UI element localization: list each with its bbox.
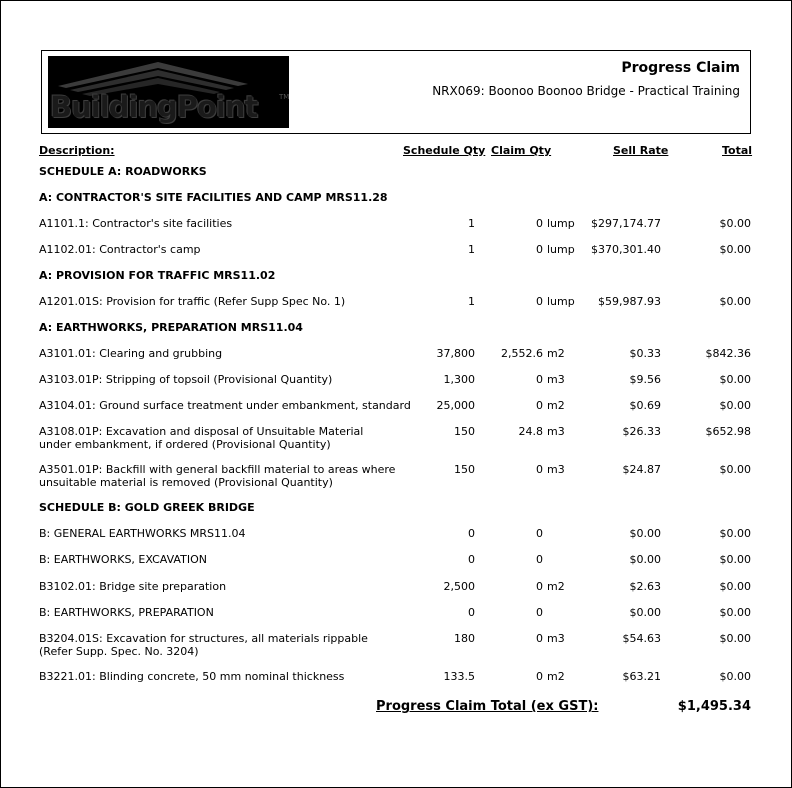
claim-qty: 24.8 [518, 425, 543, 438]
item-description: A3108.01P: Excavation and disposal of Unsuitable Material under embankment, if ordered (Provisional Quantity) [39, 425, 364, 451]
schedule-qty: 1 [468, 243, 475, 256]
sell-rate: $0.00 [629, 606, 661, 619]
schedule-qty: 1 [468, 217, 475, 230]
item-description: B: EARTHWORKS, EXCAVATION [39, 553, 207, 566]
sell-rate: $297,174.77 [591, 217, 661, 230]
sell-rate: $63.21 [622, 670, 661, 683]
line-total: $0.00 [719, 580, 751, 593]
unit: lump [547, 295, 575, 308]
item-description: A3104.01: Ground surface treatment under embankment, standard [39, 399, 411, 412]
line-total: $652.98 [705, 425, 751, 438]
line-total: $0.00 [719, 606, 751, 619]
line-total: $0.00 [719, 527, 751, 540]
section-heading: SCHEDULE A: ROADWORKS [39, 165, 207, 178]
sell-rate: $54.63 [622, 632, 661, 645]
column-header-total: Total [722, 144, 753, 157]
item-description: B: GENERAL EARTHWORKS MRS11.04 [39, 527, 246, 540]
claim-qty: 0 [536, 670, 543, 683]
line-total: $0.00 [719, 553, 751, 566]
item-description: A3103.01P: Stripping of topsoil (Provisional Quantity) [39, 373, 333, 386]
schedule-qty: 0 [468, 553, 475, 566]
schedule-qty: 1 [468, 295, 475, 308]
item-description: A1101.1: Contractor's site facilities [39, 217, 233, 230]
schedule-qty: 25,000 [436, 399, 475, 412]
schedule-qty: 2,500 [443, 580, 475, 593]
schedule-qty: 180 [454, 632, 475, 645]
column-header-sell-rate: Sell Rate [613, 144, 669, 157]
column-header-description: Description: [39, 144, 115, 157]
unit: m2 [547, 670, 565, 683]
logo-trademark: TM [279, 93, 289, 101]
sell-rate: $2.63 [629, 580, 661, 593]
schedule-qty: 1,300 [443, 373, 475, 386]
grand-total-label: Progress Claim Total (ex GST): [376, 699, 599, 714]
item-description: A3101.01: Clearing and grubbing [39, 347, 223, 360]
logo-text: BuildingPoint [50, 90, 258, 124]
item-description: A1201.01S: Provision for traffic (Refer Supp Spec No. 1) [39, 295, 346, 308]
sell-rate: $24.87 [622, 463, 661, 476]
section-heading: A: CONTRACTOR'S SITE FACILITIES AND CAMP MRS11.28 [39, 191, 388, 204]
report-header [41, 50, 751, 134]
claim-qty: 0 [536, 373, 543, 386]
unit: m3 [547, 373, 565, 386]
schedule-qty: 0 [468, 606, 475, 619]
unit: m2 [547, 399, 565, 412]
schedule-qty: 37,800 [436, 347, 475, 360]
claim-qty: 2,552.6 [501, 347, 543, 360]
grand-total-value: $1,495.34 [677, 699, 751, 714]
unit: m2 [547, 347, 565, 360]
sell-rate: $0.69 [629, 399, 661, 412]
unit: m3 [547, 632, 565, 645]
unit: lump [547, 243, 575, 256]
item-description: A1102.01: Contractor's camp [39, 243, 201, 256]
sell-rate: $0.00 [629, 527, 661, 540]
sell-rate: $0.00 [629, 553, 661, 566]
claim-qty: 0 [536, 632, 543, 645]
line-total: $0.00 [719, 632, 751, 645]
unit: lump [547, 217, 575, 230]
line-total: $0.00 [719, 373, 751, 386]
claim-qty: 0 [536, 606, 543, 619]
claim-qty: 0 [536, 553, 543, 566]
sell-rate: $370,301.40 [591, 243, 661, 256]
item-description: B: EARTHWORKS, PREPARATION [39, 606, 214, 619]
schedule-qty: 133.5 [443, 670, 475, 683]
claim-qty: 0 [536, 243, 543, 256]
document-title: Progress Claim [621, 60, 740, 76]
item-description: B3221.01: Blinding concrete, 50 mm nominal thickness [39, 670, 345, 683]
claim-qty: 0 [536, 580, 543, 593]
schedule-qty: 150 [454, 463, 475, 476]
line-total: $842.36 [705, 347, 751, 360]
item-description: B3102.01: Bridge site preparation [39, 580, 227, 593]
claim-qty: 0 [536, 217, 543, 230]
claim-qty: 0 [536, 399, 543, 412]
item-description: B3204.01S: Excavation for structures, all materials rippable (Refer Supp. Spec. No. 3204) [39, 632, 368, 658]
section-heading: A: PROVISION FOR TRAFFIC MRS11.02 [39, 269, 276, 282]
column-header-claim-qty: Claim Qty [491, 144, 552, 157]
section-heading: A: EARTHWORKS, PREPARATION MRS11.04 [39, 321, 303, 334]
line-total: $0.00 [719, 217, 751, 230]
sell-rate: $0.33 [629, 347, 661, 360]
line-total: $0.00 [719, 670, 751, 683]
schedule-qty: 150 [454, 425, 475, 438]
schedule-qty: 0 [468, 527, 475, 540]
unit: m3 [547, 463, 565, 476]
unit: m3 [547, 425, 565, 438]
line-total: $0.00 [719, 399, 751, 412]
claim-qty: 0 [536, 295, 543, 308]
buildingpoint-logo [48, 56, 289, 128]
claim-qty: 0 [536, 527, 543, 540]
item-description: A3501.01P: Backfill with general backfill material to areas where unsuitable material is removed (Provisional Quantity) [39, 463, 396, 489]
sell-rate: $26.33 [622, 425, 661, 438]
sell-rate: $9.56 [629, 373, 661, 386]
line-total: $0.00 [719, 463, 751, 476]
section-heading: SCHEDULE B: GOLD GREEK BRIDGE [39, 501, 255, 514]
column-header-schedule-qty: Schedule Qty [403, 144, 486, 157]
project-name: NRX069: Boonoo Boonoo Bridge - Practical Training [432, 84, 740, 98]
line-total: $0.00 [719, 243, 751, 256]
line-total: $0.00 [719, 295, 751, 308]
unit: m2 [547, 580, 565, 593]
sell-rate: $59,987.93 [598, 295, 661, 308]
claim-qty: 0 [536, 463, 543, 476]
